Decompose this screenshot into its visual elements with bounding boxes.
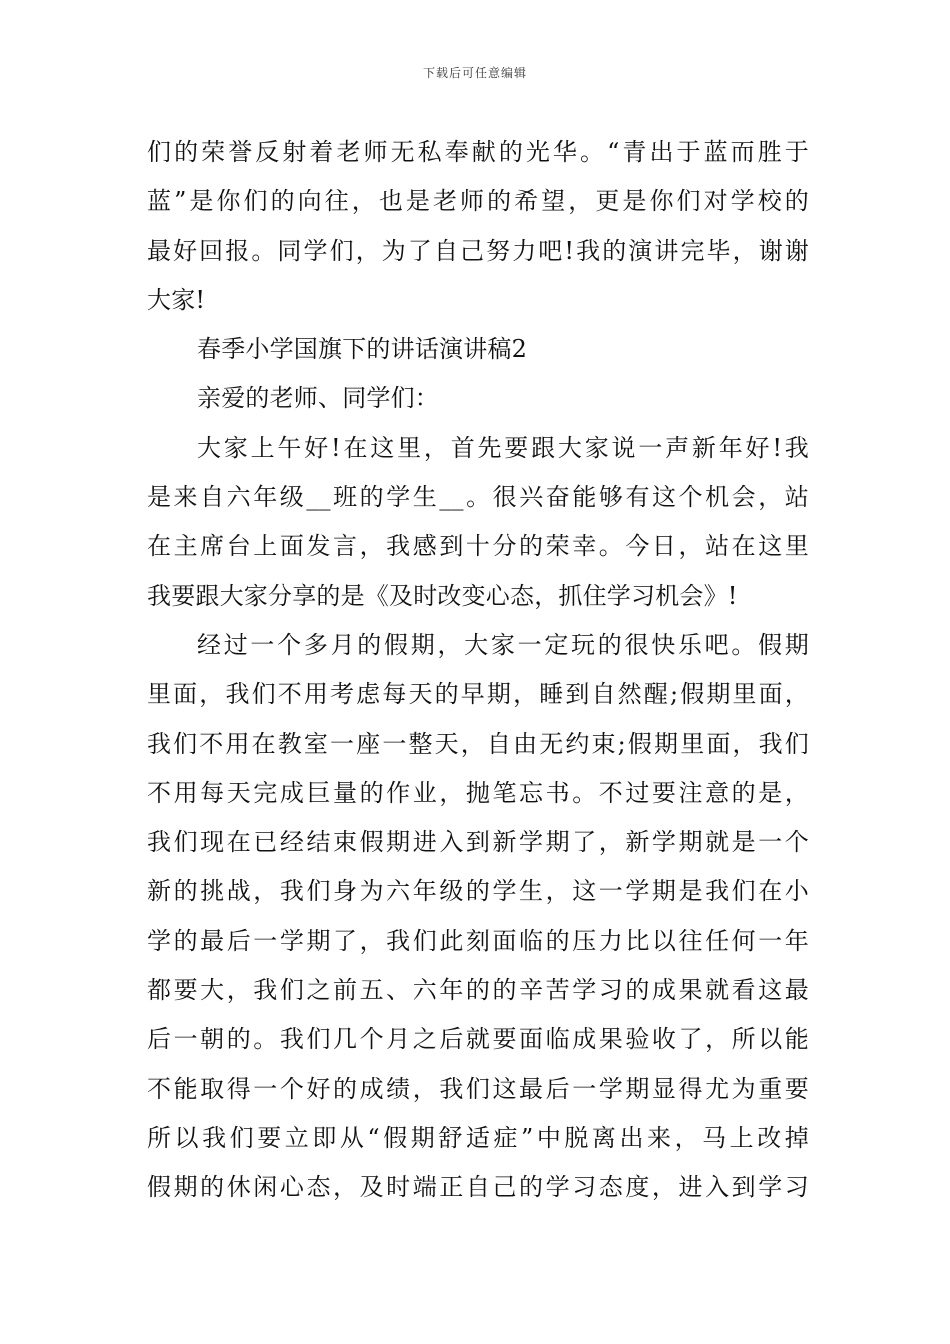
text-line: 都要大，我们之前五、六年的的辛苦学习的成果就看这最 (147, 976, 809, 1005)
text-line: 是来自六年级__班的学生__。很兴奋能够有这个机会，站 (147, 483, 809, 512)
text-line: 后一朝的。我们几个月之后就要面临成果验收了，所以能 (147, 1025, 809, 1054)
text-line: 新的挑战，我们身为六年级的学生，这一学期是我们在小 (147, 877, 809, 906)
text-line: 所以我们要立即从“假期舒适症”中脱离出来，马上改掉 (147, 1123, 809, 1152)
text-line: 我们现在已经结束假期进入到新学期了，新学期就是一个 (147, 828, 809, 857)
text-line: 不用每天完成巨量的作业，抛笔忘书。不过要注意的是， (147, 778, 809, 807)
text-line: 蓝”是你们的向往，也是老师的希望，更是你们对学校的 (147, 187, 809, 216)
page-header: 下载后可任意编辑 (422, 66, 527, 80)
salutation: 亲爱的老师、同学们： (197, 384, 439, 413)
text-line: 大家! (147, 285, 206, 314)
section-title: 春季小学国旗下的讲话演讲稿2 (197, 335, 528, 364)
text-line: 我们不用在教室一座一整天，自由无约束;假期里面，我们 (147, 729, 809, 758)
text-line: 里面，我们不用考虑每天的早期，睡到自然醒;假期里面， (147, 680, 809, 709)
text-line: 学的最后一学期了，我们此刻面临的压力比以往任何一年 (147, 926, 809, 955)
document-body (147, 128, 809, 1213)
text-line: 们的荣誉反射着老师无私奉献的光华。“青出于蓝而胜于 (147, 138, 809, 166)
text-line: 我要跟大家分享的是《及时改变心态，抓住学习机会》! (147, 581, 738, 610)
text-line: 不能取得一个好的成绩，我们这最后一学期显得尤为重要 (147, 1074, 809, 1103)
text-line: 在主席台上面发言，我感到十分的荣幸。今日，站在这里 (147, 532, 809, 561)
text-line: 大家上午好!在这里，首先要跟大家说一声新年好!我 (197, 433, 809, 462)
text-line: 假期的休闲心态，及时端正自己的学习态度，进入到学习 (147, 1173, 809, 1202)
text-line: 经过一个多月的假期，大家一定玩的很快乐吧。假期 (197, 630, 809, 659)
text-line: 最好回报。同学们，为了自己努力吧!我的演讲完毕，谢谢 (147, 236, 809, 265)
